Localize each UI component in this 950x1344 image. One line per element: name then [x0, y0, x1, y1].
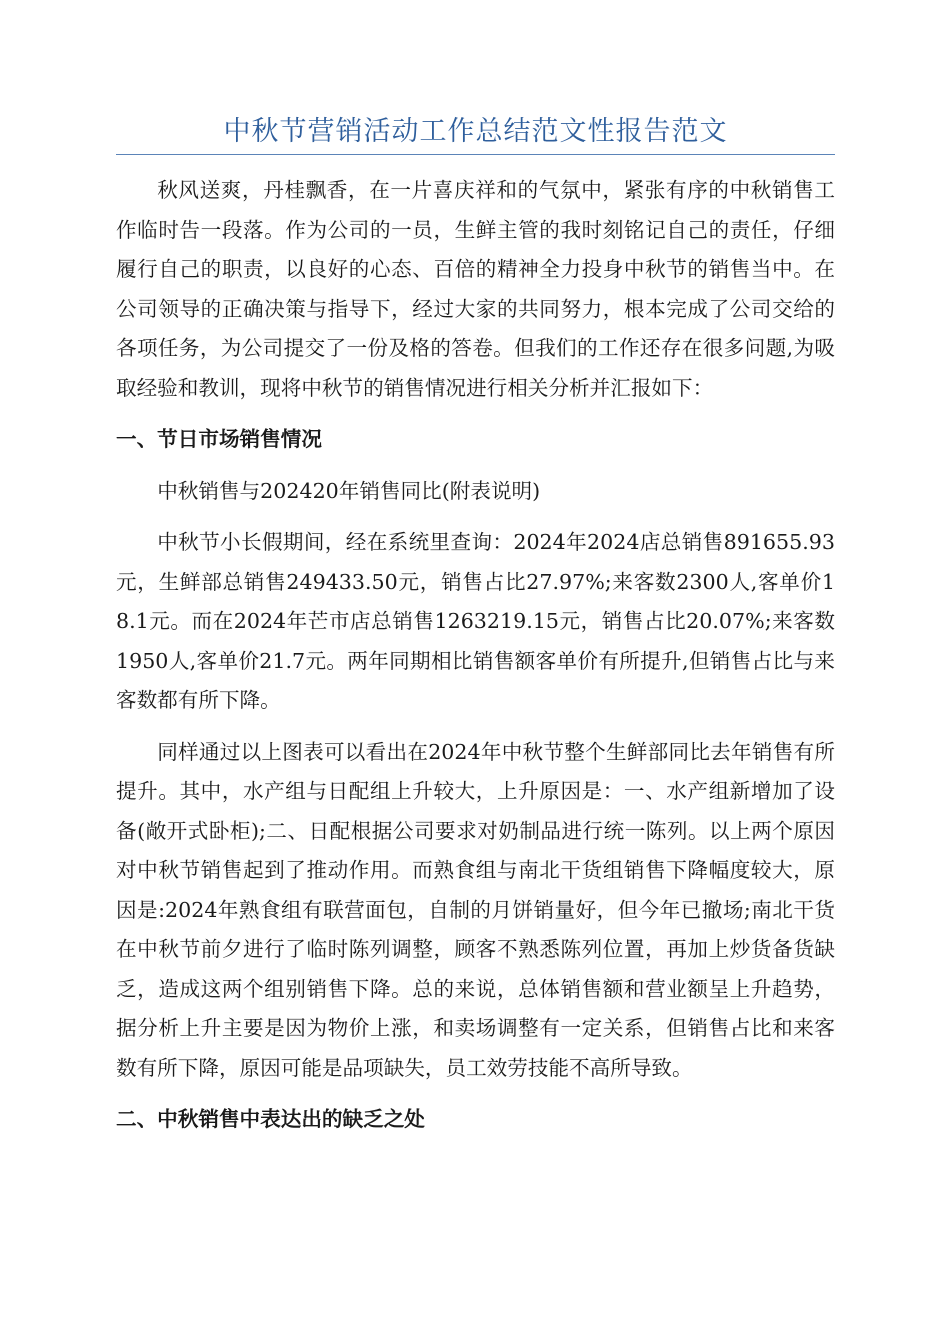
section1-paragraph-comparison: 中秋销售与202420年销售同比(附表说明) [157, 478, 541, 503]
section1-paragraph-analysis: 同样通过以上图表可以看出在2024年中秋节整个生鲜部同比去年销售有所提升。其中，水产组与日配组上升较大，上升原因是：一、水产组新增加了设备(敞开式卧柜);二、日配根据公司要求对奶制品进行统一陈列。以上两个原因对中秋节销售起到了推动作用。而熟食组与南北干货组销售下降幅度较大，原因是:2024年熟食组有联营面包，自制的月饼销量好，但今年已撤场;南北干货在中秋节前夕进行了临时陈列调整，顾客不熟悉陈列位置，再加上炒货备货缺乏，造成这两个组别销售下降。总的来说，总体销售额和营业额呈上升趋势，据分析上升主要是因为物价上涨，和卖场调整有一定关系，但销售占比和来客数有所下降，原因可能是品项缺失，员工效劳技能不高所导致。 [116, 739, 835, 1080]
intro-paragraph: 秋风送爽，丹桂飘香，在一片喜庆祥和的气氛中，紧张有序的中秋销售工作临时告一段落。作为公司的一员，生鲜主管的我时刻铭记自己的责任，仔细履行自己的职责，以良好的心态、百倍的精神全力投身中秋节的销售当中。在公司领导的正确决策与指导下，经过大家的共同努力，根本完成了公司交给的各项任务，为公司提交了一份及格的答卷。但我们的工作还存在很多问题,为吸取经验和教训，现将中秋节的销售情况进行相关分析并汇报如下： [116, 178, 835, 400]
section1-paragraph-figures: 中秋节小长假期间，经在系统里查询：2024年2024店总销售891655.93元，生鲜部总销售249433.50元，销售占比27.97%;来客数2300人,客单价18.1元。而在2024年芒市店总销售1263219.15元，销售占比20.07%;来客数1950人,客单价21.7元。两年同期相比销售额客单价有所提升,但销售占比与来客数都有所下降。 [116, 530, 835, 712]
document-page [116, 110, 835, 1140]
section-heading-market-sales: 一、节日市场销售情况 [116, 427, 322, 451]
section-heading-shortcomings: 二、中秋销售中表达出的缺乏之处 [116, 1107, 425, 1131]
document-body [116, 171, 835, 1140]
document-title: 中秋节营销活动工作总结范文性报告范文 [116, 110, 835, 155]
